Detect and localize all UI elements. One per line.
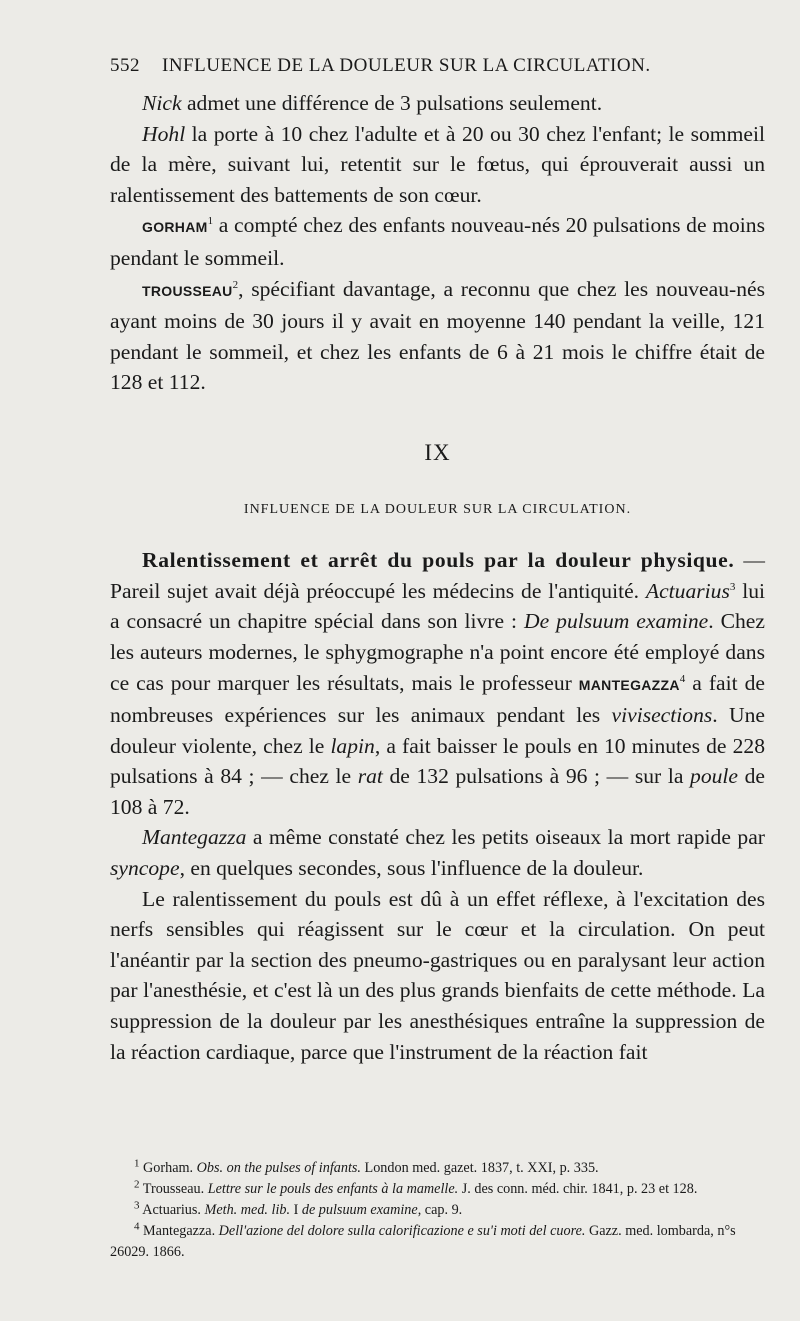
running-header	[110, 55, 750, 77]
footnote-4: $^4$ Mantegazza. Dell'azione del dolore sulla calorificazione e su'i moti del cuore. Gazz. med. lombarda, n°s 26029. 1866.	[110, 1220, 736, 1260]
footnote-ref: 4	[679, 672, 686, 685]
author-name: TROUSSEAU	[142, 282, 233, 299]
author-name: Hohl	[142, 121, 186, 146]
paragraph-nick: Nick admet une différence de 3 pulsations seulement.	[142, 91, 603, 115]
chapter-title: INFLUENCE DE LA DOULEUR SUR LA CIRCULATION.	[243, 501, 632, 517]
paragraph-gorham: GORHAM$^1$ a compté chez des enfants nouveau-nés 20 pulsations de moins pendant le sommeil.	[110, 213, 765, 270]
main-text	[110, 88, 765, 1067]
author-name: GORHAM	[142, 219, 208, 236]
footnotes	[110, 1158, 770, 1263]
paragraph-mantegazza: Mantegazza a même constaté chez les petits oiseaux la mort rapide par syncope, en quelques secondes, sous l'influence de la douleur.	[110, 825, 765, 881]
footnote-ref: 1	[207, 215, 214, 228]
chapter-number: IX	[424, 439, 451, 465]
footnote-3: $^3$ Actuarius. Meth. med. lib. I de pulsuum examine, cap. 9.	[134, 1199, 463, 1218]
paragraph-trousseau: TROUSSEAU$^2$, spécifiant davantage, a reconnu que chez les nouveau-nés ayant moins de 30 jours il y avait en moyenne 140 pendant la veille, 121 pendant le sommeil, et chez les enfants de 6 à 21 mois le chiffre était de 128 et 112.	[110, 276, 765, 395]
footnote-ref: 3	[729, 580, 736, 593]
running-title: INFLUENCE DE LA DOULEUR SUR LA CIRCULATION.	[162, 55, 651, 76]
footnote-1: $^1$ Gorham. Obs. on the pulses of infants. London med. gazet. 1837, t. XXI, p. 335.	[134, 1157, 599, 1176]
paragraph-hohl: Hohl la porte à 10 chez l'adulte et à 20 ou 30 chez l'enfant; le sommeil de la mère, suivant lui, retentit sur le fœtus, qui éprouverait aussi un ralentissement des battements de son cœur.	[110, 121, 765, 207]
footnote-ref: 2	[232, 278, 239, 291]
paragraph-reflexe: Le ralentissement du pouls est dû à un effet réflexe, à l'excitation des nerfs sensibles qui réagissent sur le cœur et la circulation. On peut l'anéantir par la section des pneumo-gastriques ou en paralysant leur action par l'anesthésie, et c'est là un des plus grands bienfaits de cette méthode. La suppression de la douleur par les anesthésiques entraîne la suppression de la réaction cardiaque, parce que l'instrument de la réaction fait	[110, 886, 765, 1064]
footnote-2: $^2$ Trousseau. Lettre sur le pouls des enfants à la mamelle. J. des conn. méd. chir. 1841, p. 23 et 128.	[134, 1178, 698, 1197]
section-heading: Ralentissement et arrêt du pouls par la douleur physique.	[142, 548, 735, 573]
paragraph-ralentissement: Ralentissement et arrêt du pouls par la douleur physique. — Pareil sujet avait déjà préoccupé les médecins de l'antiquité. Actuarius$^3$ lui a consacré un chapitre spécial dans son livre : De pulsuum examine. Chez les auteurs modernes, le sphygmographe n'a point encore été employé dans ce cas pour marquer les résultats, mais le professeur MANTEGAZZA$^4$ a fait de nombreuses expériences sur les animaux pendant les vivisections. Une douleur violente, chez le lapin, a fait baisser le pouls en 10 minutes de 228 pulsations à 84 ; — chez le rat de 132 pulsations à 96 ; — sur la poule de 108 à 72.	[110, 548, 765, 819]
author-name: Nick	[142, 91, 182, 115]
page-number: 552	[110, 55, 140, 76]
